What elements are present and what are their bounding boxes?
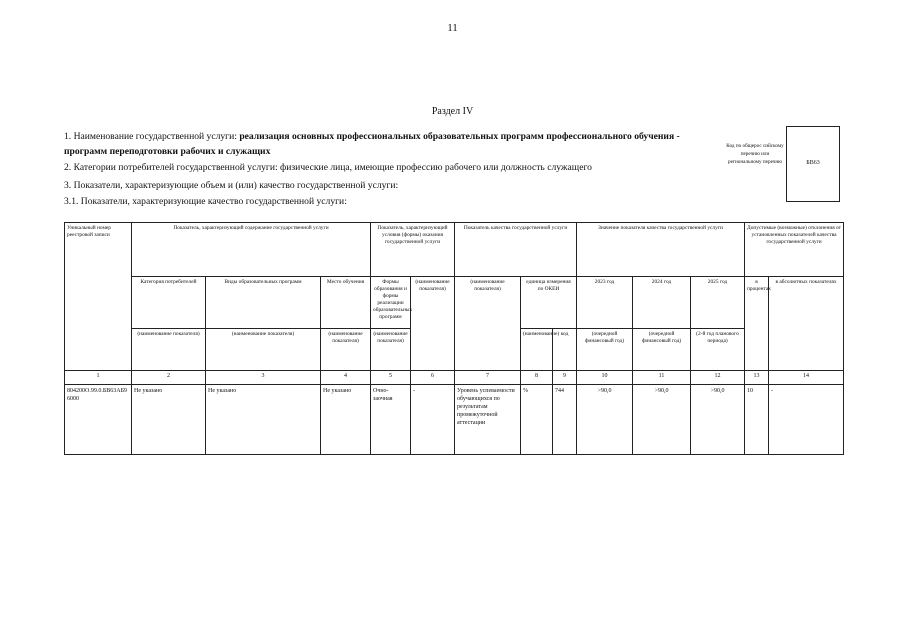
header-allowed-deviation: Допустимые (возможные) отклонения от установленных показателей качества государственной услуги (745, 223, 844, 277)
sub-consumer-category: Категория потребителей (132, 277, 206, 329)
col-number: 10 (577, 371, 633, 385)
section-title: Раздел IV (431, 106, 474, 117)
col-number: 2 (132, 371, 206, 385)
quality-indicators-line: 3.1. Показатели, характеризующие качество государственной услуги: (64, 196, 347, 207)
sub-program-types: Виды образовательных программ (206, 277, 321, 329)
name-col-9: код (553, 329, 577, 371)
cell-unit-name: % (521, 385, 553, 455)
col-number: 5 (371, 371, 411, 385)
header-content-indicator: Показатель, характеризующий содержание государственной услуги (132, 223, 371, 277)
sub-indicator-name-7: (наименование показателя) (455, 277, 521, 371)
service-name-prefix: 1. Наименование государственной услуги: (64, 131, 240, 142)
sub-year-2023: 2023 год (577, 277, 633, 329)
col-number: 9 (553, 371, 577, 385)
sub-unit-okei: единица измерения по ОКЕИ (521, 277, 577, 329)
table-row (65, 385, 844, 455)
name-col-10: (очередной финансовый год) (577, 329, 633, 371)
indicators-line: 3. Показатели, характеризующие объем и (или) качество государственной услуги: (64, 180, 399, 191)
name-col-11: (очередной финансовый год) (633, 329, 691, 371)
col-number: 13 (745, 371, 769, 385)
cell-registry-number: 804200О.99.0.БВ63АБ96000 (65, 385, 132, 455)
sub-education-forms: Формы образования и формы реализации образовательных программ (371, 277, 411, 329)
cell-value-2025: >90,0 (691, 385, 745, 455)
col-number: 12 (691, 371, 745, 385)
cell-consumer-category: Не указано (132, 385, 206, 455)
col-number: 11 (633, 371, 691, 385)
cell-education-form: Очно-заочная (371, 385, 411, 455)
sub-in-percent: в процентах (745, 277, 769, 371)
registry-code-label: Код по общерос сийскому перечню или региональному перечню (726, 143, 784, 165)
col-number: 8 (521, 371, 553, 385)
cell-quality-indicator: Уровень успеваемости обучающихся по результатам промежуточной аттестации (455, 385, 521, 455)
cell-program-types: Не указано (206, 385, 321, 455)
col-number: 14 (769, 371, 844, 385)
header-conditions-indicator: Показатель, характеризующий условия (формы) оказания государственной услуги (371, 223, 455, 277)
header-indicator-value: Значение показателя качества государственной услуги (577, 223, 745, 277)
cell-value-2023: >90,0 (577, 385, 633, 455)
sub-year-2025: 2025 год (691, 277, 745, 329)
sub-year-2024: 2024 год (633, 277, 691, 329)
service-name-line (64, 131, 680, 142)
header-quality-indicator: Показатель качества государственной услуги (455, 223, 577, 277)
page-number: 11 (447, 22, 458, 34)
cell-deviation-percent: 10 (745, 385, 769, 455)
name-col-4: (наименование показателя) (321, 329, 371, 371)
consumer-category-line: 2. Категории потребителей государственной услуги: физические лица, имеющие профессию рабочего или должность служащего (64, 162, 592, 173)
sub-absolute: в абсолютных показателях (769, 277, 844, 371)
service-name-value-cont: программ переподготовки рабочих и служащих (64, 146, 271, 157)
name-col-2: (наименование показателя) (132, 329, 206, 371)
col-number: 4 (321, 371, 371, 385)
cell-study-place: Не указано (321, 385, 371, 455)
quality-indicators-table (64, 222, 844, 455)
col-number: 1 (65, 371, 132, 385)
col-number: 6 (411, 371, 455, 385)
name-col-3: (наименование показателя) (206, 329, 321, 371)
service-name-value: реализация основных профессиональных образовательных программ профессионального обучения - (239, 131, 680, 142)
sub-indicator-name-6: (наименование показателя) (411, 277, 455, 371)
name-col-5: (наименование показателя) (371, 329, 411, 371)
header-unique-number: Уникальный номер реестровой записи (65, 223, 132, 371)
col-number: 7 (455, 371, 521, 385)
sub-study-place: Место обучения (321, 277, 371, 329)
col-number: 3 (206, 371, 321, 385)
cell-unit-code: 744 (553, 385, 577, 455)
name-col-12: (2-й год планового периода) (691, 329, 745, 371)
name-col-8: (наименование) (521, 329, 553, 371)
cell-col-6: - (411, 385, 455, 455)
cell-value-2024: >90,0 (633, 385, 691, 455)
cell-deviation-absolute: - (769, 385, 844, 455)
registry-code-value: БВ63 (806, 160, 820, 166)
service-name-line-2 (64, 146, 270, 157)
